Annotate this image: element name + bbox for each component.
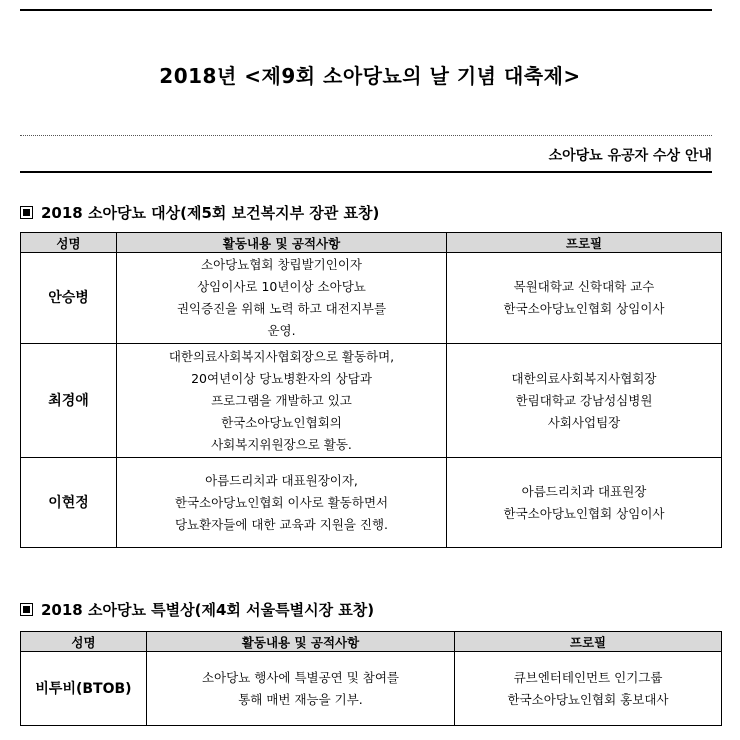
table-header-row	[21, 632, 722, 652]
header-activity: 활동내용 및 공적사항	[117, 233, 447, 253]
table-row	[21, 652, 722, 726]
profile-line: 한림대학교 강남성심병원	[515, 392, 653, 408]
activity-cell	[117, 458, 447, 548]
section-heading-text: 2018 소아당뇨 대상(제5회 보건복지부 장관 표창)	[41, 204, 380, 222]
awardee-name: 안승병	[21, 253, 117, 344]
section-heading-grand-prize	[20, 202, 379, 223]
profile-line: 큐브엔터테인먼트 인기그룹	[513, 669, 663, 685]
profile-cell	[455, 652, 722, 726]
profile-line: 사회사업팀장	[547, 414, 621, 430]
activity-line: 20여년이상 당뇨병환자의 상담과	[191, 370, 372, 386]
table-row	[21, 344, 722, 458]
special-prize-table	[20, 631, 722, 726]
subtitle-rule	[20, 171, 712, 173]
activity-line: 한국소아당뇨인협회 이사로 활동하면서	[174, 494, 389, 510]
top-rule	[20, 9, 712, 11]
activity-line: 프로그램을 개발하고 있고	[211, 392, 352, 408]
activity-line: 통해 매번 재능을 기부.	[238, 691, 363, 707]
profile-line: 한국소아당뇨인협회 상임이사	[503, 505, 665, 521]
activity-line: 사회복지위원장으로 활동.	[211, 436, 352, 452]
grand-prize-table	[20, 232, 722, 548]
profile-line: 목원대학교 신학대학 교수	[513, 279, 655, 294]
table-header-row	[21, 233, 722, 253]
activity-cell	[117, 344, 447, 458]
table-row	[21, 253, 722, 344]
awardee-name: 이현정	[21, 458, 117, 548]
header-activity: 활동내용 및 공적사항	[147, 632, 455, 652]
dotted-divider	[20, 135, 712, 136]
page-title: 2018년 <제9회 소아당뇨의 날 기념 대축제>	[159, 64, 581, 88]
header-profile: 프로필	[447, 233, 722, 253]
header-name: 성명	[21, 233, 117, 253]
activity-line: 소아당뇨협회 창립발기인이자	[201, 257, 362, 272]
square-bullet-icon	[20, 603, 33, 616]
activity-line: 운영.	[267, 323, 296, 338]
activity-line: 당뇨환자들에 대한 교육과 지원을 진행.	[174, 516, 389, 532]
section-heading-text: 2018 소아당뇨 특별상(제4회 서울특별시장 표창)	[41, 601, 375, 619]
section-heading-special-prize	[20, 599, 374, 620]
profile-cell	[447, 458, 722, 548]
header-profile: 프로필	[455, 632, 722, 652]
activity-line: 한국소아당뇨인협회의	[221, 414, 342, 430]
profile-line: 아름드리치과 대표원장	[521, 483, 647, 499]
awardee-name: 비투비(BTOB)	[21, 652, 147, 726]
activity-line: 아름드리치과 대표원장이자,	[205, 472, 358, 488]
profile-cell	[447, 344, 722, 458]
profile-line: 한국소아당뇨인협회 상임이사	[503, 301, 665, 316]
profile-line: 한국소아당뇨인협회 홍보대사	[507, 691, 669, 707]
table-row	[21, 458, 722, 548]
activity-cell	[147, 652, 455, 726]
activity-line: 권익증진을 위해 노력 하고 대전지부를	[176, 301, 387, 316]
activity-line: 대한의료사회복지사협회장으로 활동하며,	[168, 348, 395, 364]
header-name: 성명	[21, 632, 147, 652]
page-subtitle: 소아당뇨 유공자 수상 안내	[548, 148, 712, 164]
activity-line: 상임이사로 10년이상 소아당뇨	[197, 279, 366, 294]
profile-line: 대한의료사회복지사협회장	[511, 370, 657, 386]
activity-cell	[117, 253, 447, 344]
awardee-name: 최경애	[21, 344, 117, 458]
profile-cell	[447, 253, 722, 344]
activity-line: 소아당뇨 행사에 특별공연 및 참여를	[201, 669, 400, 685]
square-bullet-icon	[20, 206, 33, 219]
